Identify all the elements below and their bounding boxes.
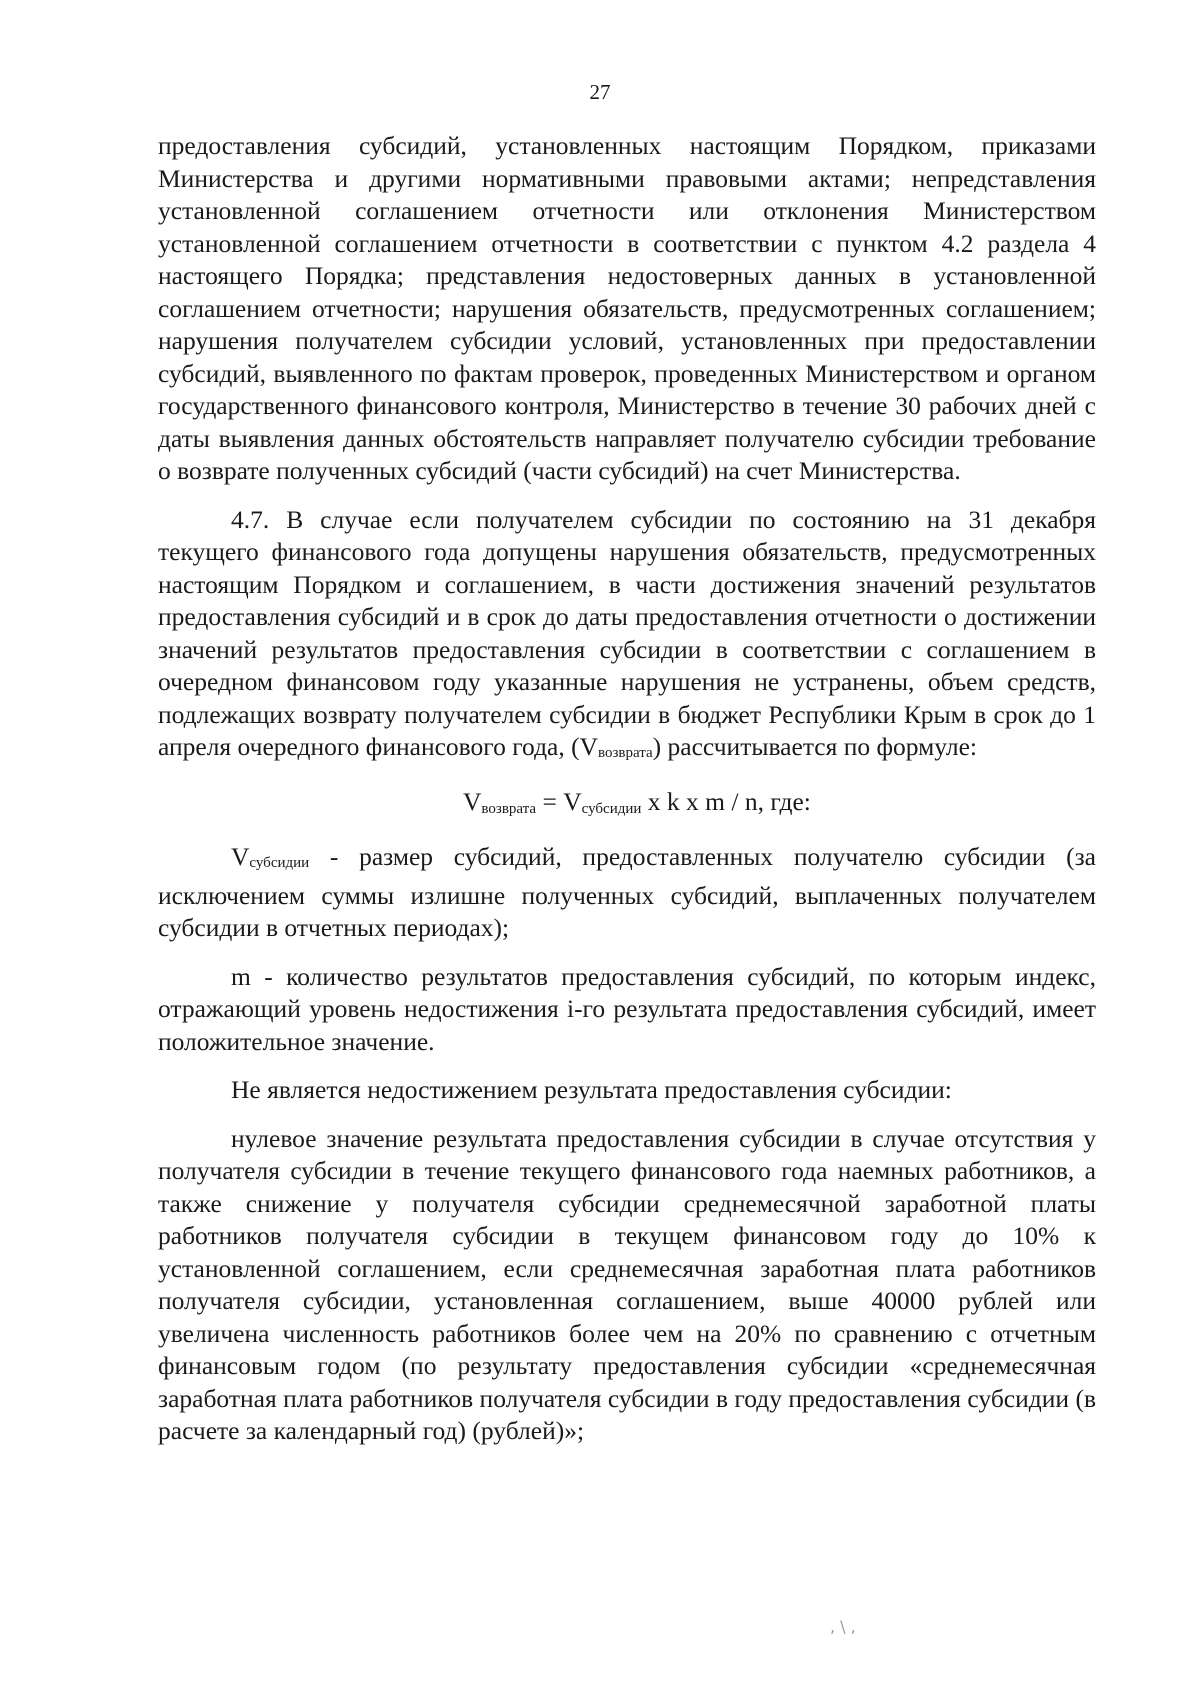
- paragraph-4-7-text: 4.7. В случае если получателем субсидии по состоянию на 31 декабря текущего финансового года допущены нарушения обязательств, предусмотренных настоящим Порядком и соглашением, в части достижения значений результатов предоставления субсидий и в срок до даты предоставления отчетности о достижении значений результатов предоставления субсидии в соответствии с соглашением в очередном финансовом году указанные нарушения не устранены, объем средств, подлежащих возврату получателем субсидии в бюджет Республики Крым в срок до 1 апреля очередного финансового года, (V: [158, 504, 1096, 761]
- document-body: [158, 130, 1096, 1448]
- return-formula: [158, 786, 1096, 826]
- formula-sub-left: возврата: [481, 800, 537, 817]
- definition-m: m - количество результатов предоставления субсидий, по которым индекс, отражающий уровень недостижения i-го результата предоставления субсидий, имеет положительное значение.: [158, 961, 1096, 1056]
- v-return-subscript: возврата: [598, 745, 653, 761]
- paragraph-4-7-tail: ) рассчитывается по формуле:: [652, 732, 977, 761]
- paragraph-return-requirement: предоставления субсидий, установленных настоящим Порядком, приказами Министерства и другими нормативными правовыми актами; непредставления установленной соглашением отчетности или отклонения Министерством установленной соглашением отчетности в соответствии с пунктом 4.2 раздела 4 настоящего Порядка; представления недостоверных данных в установленной соглашением отчетности; нарушения обязательств, предусмотренных соглашением; нарушения получателем субсидии условий, установленных при предоставлении субсидий, выявленного по фактам проверок, проведенных Министерством и органом государственного финансового контроля, Министерство в течение 30 рабочих дней с даты выявления данных обстоятельств направляет получателю субсидии требование о возврате полученных субсидий (части субсидий) на счет Министерства.: [158, 131, 1096, 485]
- definition-v-letter: V: [231, 842, 250, 871]
- definition-v-subscript: субсидии: [249, 855, 310, 871]
- scan-artifact-mark: , \ ,: [830, 1617, 856, 1636]
- formula-rest: x k x m / n, где:: [641, 786, 811, 816]
- paragraph-not-failure-heading: Не является недостижением результата предоставления субсидии:: [231, 1075, 952, 1104]
- paragraph-4-7: [158, 504, 1096, 770]
- definition-v-text: - размер субсидий, предоставленных получателю субсидии (за исключением суммы излишне полученных субсидий, выплаченных получателем субсидии в отчетных периодах);: [158, 842, 1096, 942]
- page-number: 27: [589, 80, 611, 104]
- formula-equals: =: [536, 786, 564, 816]
- formula-v-right: V: [563, 786, 582, 816]
- definition-v-subsidy: [158, 841, 1096, 945]
- formula-sub-right: субсидии: [581, 800, 642, 817]
- formula-v-left: V: [463, 786, 482, 816]
- paragraph-zero-value-exception: нулевое значение результата предоставления субсидии в случае отсутствия у получателя субсидии в течение текущего финансового года наемных работников, а также снижение у получателя субсидии среднемесячной заработной платы работников получателя субсидии в текущем финансовом году до 10% к установленной соглашением, если среднемесячная заработная плата работников получателя субсидии, установленная соглашением, выше 40000 рублей или увеличена численность работников более чем на 20% по сравнению с отчетным финансовым годом (по результату предоставления субсидии «среднемесячная заработная плата работников получателя субсидии в году предоставления субсидии (в расчете за календарный год) (рублей)»;: [158, 1123, 1096, 1445]
